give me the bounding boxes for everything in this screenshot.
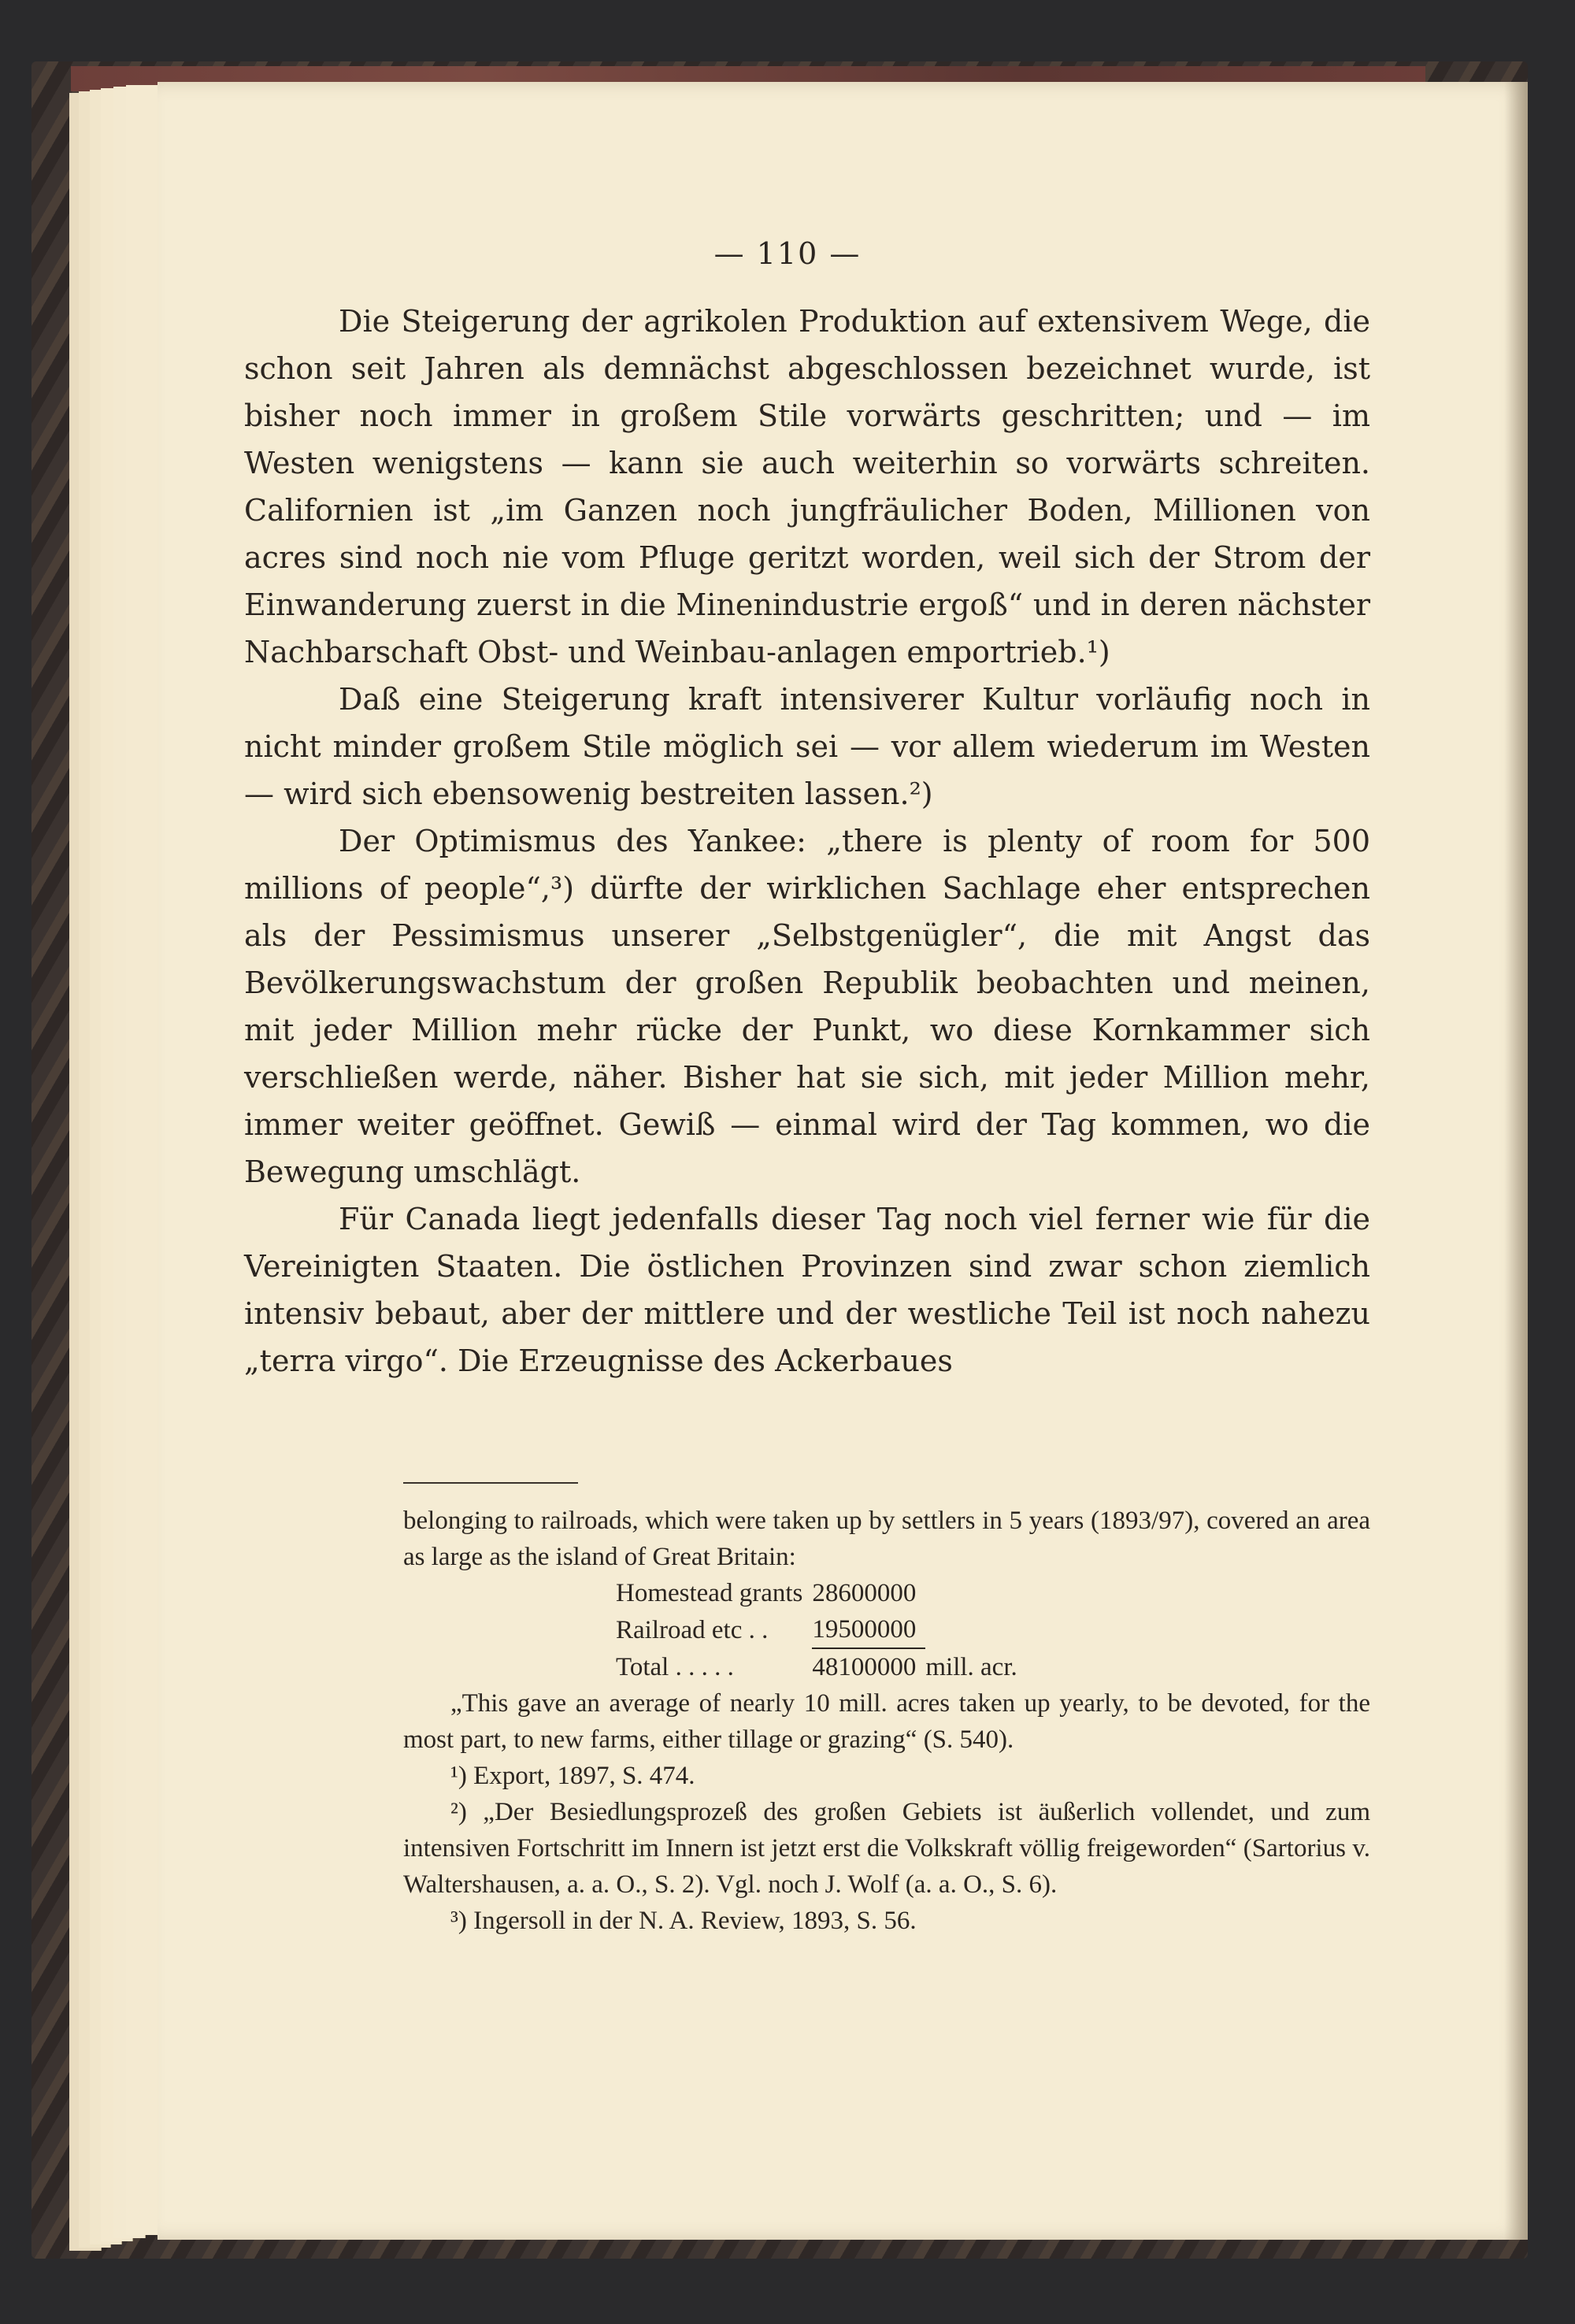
footnote-1: ¹) Export, 1897, S. 474. <box>450 1762 695 1790</box>
acreage-table <box>616 1575 1027 1685</box>
stat-unit <box>925 1575 1026 1611</box>
paragraph: Die Steigerung der agrikolen Produktion auf extensivem Wege, die schon seit Jahren als demnächst abgeschlossen bezeichnet wurde, ist bisher noch immer in großem Stile vorwärts geschritten; und — im Westen wenigstens — kann sie auch weiterhin so vorwärts schreiten. Californien ist „im Ganzen noch jungfräulicher Boden, Millionen von acres sind noch nie vom Pfluge geritzt worden, weil sich der Strom der Einwanderung zuerst in die Minenindustrie ergoß“ und in deren nächster Nachbarschaft Obst- und Weinbau-anlagen emportrieb.¹) <box>244 304 1370 669</box>
page-number: — 110 — <box>713 236 862 271</box>
stat-value: 28600000 <box>812 1579 917 1607</box>
body-text <box>244 298 1370 1384</box>
page-edge <box>126 85 158 2235</box>
table-row <box>616 1648 1027 1685</box>
paragraph: Daß eine Steigerung kraft intensiverer Kultur vorläufig noch in nicht minder großem Stile möglich sei — vor allem wiederum im Westen — wird sich ebensowenig bestreiten lassen.²) <box>244 682 1370 811</box>
stat-value: 19500000 <box>812 1611 925 1648</box>
footnotes <box>403 1503 1370 1939</box>
footnote-2: ²) „Der Besiedlungsprozeß des großen Gebiets ist äußerlich vollendet, und zum intensiven Fortschritt im Innern ist jetzt erst die Volkskraft völlig freigeworden“ (Sartorius v. Waltershausen, a. a. O., S. 2). Vgl. noch J. Wolf (a. a. O., S. 6). <box>403 1798 1370 1899</box>
stat-value: 48100000 <box>812 1653 917 1681</box>
footnote-3: ³) Ingersoll in der N. A. Review, 1893, S. 56. <box>450 1907 917 1935</box>
stat-unit: mill. acr. <box>925 1652 1017 1681</box>
stat-label: Homestead grants <box>616 1579 803 1607</box>
footnote-quote: „This gave an average of nearly 10 mill. acres taken up yearly, to be devoted, for the most part, to new farms, either tillage or grazing“ (S. 540). <box>403 1689 1370 1754</box>
stat-label: Total . . . . . <box>616 1652 734 1681</box>
footnote-divider <box>403 1482 578 1484</box>
table-row <box>616 1611 1027 1648</box>
page-gutter-shadow <box>1504 82 1528 2240</box>
stat-label: Railroad etc . . <box>616 1615 769 1644</box>
paragraph: Der Optimismus des Yankee: „there is plenty of room for 500 millions of people“,³) dürfte der wirklichen Sachlage eher entsprechen als der Pessimismus unserer „Selbstgenügler“, die mit Angst das Bevölkerungswachstum der großen Republik beobachten und meinen, mit jeder Million mehr rücke der Punkt, wo diese Kornkammer sich verschließen werde, näher. Bisher hat sie sich, mit jeder Million mehr, immer weiter geöffnet. Gewiß — einmal wird der Tag kommen, wo die Bewegung umschlägt. <box>244 824 1370 1189</box>
paragraph: Für Canada liegt jedenfalls dieser Tag noch viel ferner wie für die Vereinigten Staaten. Die östlichen Provinzen sind zwar schon ziemlich intensiv bebaut, aber der mittlere und der westliche Teil ist noch nahezu „terra virgo“. Die Erzeugnisse des Ackerbaues <box>244 1202 1370 1378</box>
footnote-intro: belonging to railroads, which were taken up by settlers in 5 years (1893/97), covered an area as large as the island of Great Britain: <box>403 1507 1370 1571</box>
stat-unit <box>925 1611 1026 1648</box>
table-row <box>616 1575 1027 1611</box>
